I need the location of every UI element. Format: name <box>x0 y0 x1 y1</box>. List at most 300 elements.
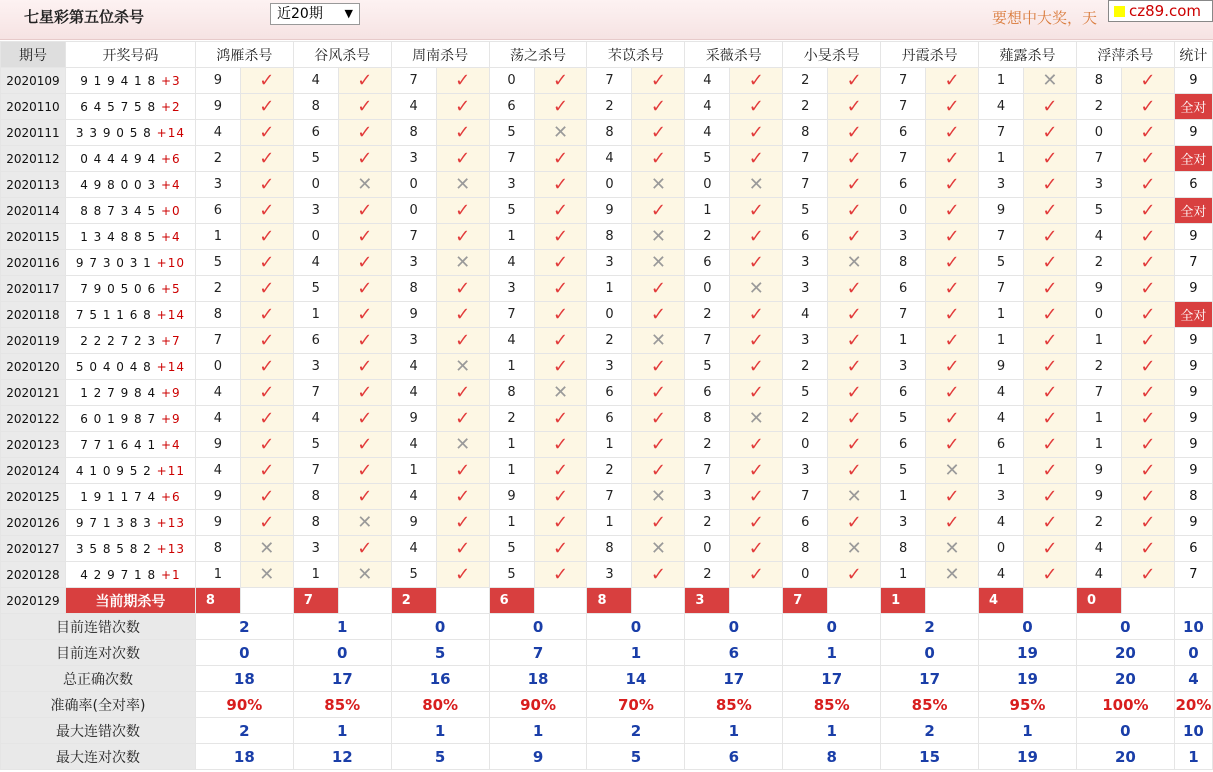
stats-row <box>1 692 1213 718</box>
cross-icon: ✕ <box>357 563 373 585</box>
stats-value: 2 <box>587 718 685 744</box>
kill-number-cell: 8 <box>587 536 632 562</box>
kill-number-cell: 3 <box>783 250 828 276</box>
kill-number-cell: 4 <box>979 510 1024 536</box>
check-icon: ✓ <box>748 329 764 351</box>
check-icon: ✓ <box>552 303 569 325</box>
cross-icon: ✕ <box>748 173 764 195</box>
column-header: 周南杀号 <box>391 42 489 68</box>
result-mark-cell <box>632 224 685 250</box>
check-icon: ✓ <box>552 433 569 455</box>
result-mark-cell <box>338 68 391 94</box>
result-mark-cell <box>436 146 489 172</box>
check-icon: ✓ <box>944 381 960 403</box>
check-icon: ✓ <box>650 511 666 533</box>
result-mark-cell <box>240 406 293 432</box>
kill-number-cell: 3 <box>881 224 926 250</box>
winning-digits: 9 7 1 3 8 3 <box>75 515 152 530</box>
cross-icon: ✕ <box>552 121 569 143</box>
kill-number-cell: 7 <box>293 458 338 484</box>
kill-number-cell: 2 <box>587 458 632 484</box>
stats-value: 5 <box>391 640 489 666</box>
check-icon: ✓ <box>944 433 960 455</box>
result-mark-cell <box>632 172 685 198</box>
check-icon: ✓ <box>944 69 960 91</box>
chevron-down-icon[interactable]: ▼ <box>344 7 353 20</box>
stats-row <box>1 614 1213 640</box>
kill-number-cell: 7 <box>489 146 534 172</box>
check-icon: ✓ <box>552 173 569 195</box>
winning-number-cell <box>65 302 195 328</box>
result-mark-cell <box>436 484 489 510</box>
winning-digits: 1 9 1 1 7 4 <box>80 489 157 504</box>
stats-value: 2 <box>881 718 979 744</box>
issue-cell: 2020121 <box>1 380 66 406</box>
kill-number-cell: 4 <box>979 562 1024 588</box>
issue-cell: 2020116 <box>1 250 66 276</box>
winning-number-cell <box>65 328 195 354</box>
winning-sum: +9 <box>160 411 181 426</box>
result-mark-cell <box>730 250 783 276</box>
result-mark-cell <box>926 172 979 198</box>
kill-number-cell: 2 <box>1076 94 1121 120</box>
winning-number-cell <box>65 380 195 406</box>
table-row <box>1 536 1213 562</box>
cross-icon: ✕ <box>650 485 666 507</box>
current-kill-label: 当前期杀号 <box>65 588 195 614</box>
current-kill-number: 7 <box>783 588 828 614</box>
check-icon: ✓ <box>650 563 666 585</box>
kill-number-cell: 3 <box>881 510 926 536</box>
winning-sum: +6 <box>160 151 181 166</box>
table-row <box>1 172 1213 198</box>
check-icon: ✓ <box>1042 329 1058 351</box>
result-mark-cell <box>632 328 685 354</box>
result-mark-cell <box>730 380 783 406</box>
kill-number-cell: 4 <box>195 458 240 484</box>
issue-cell: 2020123 <box>1 432 66 458</box>
result-mark-cell <box>926 562 979 588</box>
kill-number-cell: 1 <box>293 562 338 588</box>
kill-number-cell: 3 <box>783 328 828 354</box>
result-mark-cell <box>632 458 685 484</box>
issue-cell: 2020125 <box>1 484 66 510</box>
check-icon: ✓ <box>846 95 862 117</box>
result-mark-cell <box>828 380 881 406</box>
kill-number-cell: 6 <box>783 224 828 250</box>
table-row <box>1 94 1213 120</box>
check-icon: ✓ <box>846 147 862 169</box>
winning-sum: +11 <box>156 463 185 478</box>
kill-number-cell: 2 <box>783 68 828 94</box>
kill-number-cell: 8 <box>587 120 632 146</box>
result-mark-cell <box>1121 68 1174 94</box>
winning-digits: 1 2 7 9 8 4 <box>80 385 157 400</box>
kill-number-cell: 4 <box>1076 536 1121 562</box>
result-mark-cell <box>1121 354 1174 380</box>
kill-number-cell: 5 <box>1076 198 1121 224</box>
check-icon: ✓ <box>357 251 373 273</box>
check-icon: ✓ <box>552 251 569 273</box>
check-icon: ✓ <box>846 225 862 247</box>
check-icon: ✓ <box>944 303 960 325</box>
cross-icon: ✕ <box>259 563 275 585</box>
check-icon: ✓ <box>1140 303 1156 325</box>
kill-number-cell: 4 <box>685 68 730 94</box>
result-mark-cell <box>632 510 685 536</box>
check-icon: ✓ <box>455 537 471 559</box>
cross-icon: ✕ <box>650 329 666 351</box>
stats-row <box>1 744 1213 770</box>
result-mark-cell <box>828 276 881 302</box>
check-icon: ✓ <box>259 277 275 299</box>
result-mark-cell <box>1121 276 1174 302</box>
result-mark-cell <box>436 120 489 146</box>
table-row <box>1 224 1213 250</box>
kill-number-cell: 6 <box>685 380 730 406</box>
stats-value: 17 <box>685 666 783 692</box>
result-mark-cell <box>730 172 783 198</box>
kill-number-cell: 3 <box>195 172 240 198</box>
check-icon: ✓ <box>944 121 960 143</box>
cross-icon: ✕ <box>357 173 373 195</box>
winning-sum: +14 <box>156 125 185 140</box>
column-header: 丹霞杀号 <box>881 42 979 68</box>
result-mark-cell <box>436 354 489 380</box>
check-icon: ✓ <box>455 225 471 247</box>
stats-value: 0 <box>293 640 391 666</box>
kill-number-cell: 7 <box>979 120 1024 146</box>
kill-number-cell: 0 <box>685 536 730 562</box>
stats-row-label: 目前连对次数 <box>1 640 196 666</box>
winning-digits: 7 5 1 1 6 8 <box>75 307 152 322</box>
check-icon: ✓ <box>1140 485 1156 507</box>
result-mark-cell <box>926 224 979 250</box>
issue-cell: 2020110 <box>1 94 66 120</box>
check-icon: ✓ <box>846 173 862 195</box>
check-icon: ✓ <box>650 121 666 143</box>
result-mark-cell <box>1024 510 1077 536</box>
result-mark-cell <box>338 406 391 432</box>
result-mark-cell <box>828 510 881 536</box>
kill-number-cell: 0 <box>783 562 828 588</box>
stats-value: 12 <box>293 744 391 770</box>
kill-number-cell: 7 <box>391 68 436 94</box>
result-mark-cell <box>338 94 391 120</box>
cross-icon: ✕ <box>455 355 471 377</box>
result-mark-cell <box>436 172 489 198</box>
check-icon: ✓ <box>1140 277 1156 299</box>
check-icon: ✓ <box>846 69 862 91</box>
kill-number-cell: 2 <box>685 224 730 250</box>
check-icon: ✓ <box>846 303 862 325</box>
check-icon: ✓ <box>1042 95 1058 117</box>
check-icon: ✓ <box>259 407 275 429</box>
stat-cell: 9 <box>1174 510 1212 536</box>
result-mark-cell <box>730 406 783 432</box>
kill-number-cell: 2 <box>1076 354 1121 380</box>
stats-value: 1 <box>783 718 881 744</box>
check-icon: ✓ <box>748 303 764 325</box>
result-mark-cell <box>1024 432 1077 458</box>
stats-value: 20 <box>1076 640 1174 666</box>
result-mark-cell <box>534 406 587 432</box>
kill-number-cell: 1 <box>195 562 240 588</box>
check-icon: ✓ <box>748 95 764 117</box>
site-logo[interactable] <box>1108 0 1213 22</box>
result-mark-cell <box>828 536 881 562</box>
result-mark-cell <box>926 432 979 458</box>
result-mark-cell <box>730 562 783 588</box>
issue-cell: 2020119 <box>1 328 66 354</box>
stats-row <box>1 640 1213 666</box>
result-mark-cell <box>926 354 979 380</box>
kill-number-cell: 9 <box>1076 458 1121 484</box>
kill-number-cell: 4 <box>979 406 1024 432</box>
result-mark-cell <box>730 510 783 536</box>
stats-value: 16 <box>391 666 489 692</box>
kill-number-cell: 8 <box>881 250 926 276</box>
result-mark-cell <box>534 510 587 536</box>
result-mark-cell <box>1024 458 1077 484</box>
kill-number-cell: 5 <box>489 120 534 146</box>
kill-number-cell: 2 <box>1076 250 1121 276</box>
result-mark-cell <box>926 68 979 94</box>
result-mark-cell <box>1121 198 1174 224</box>
cross-icon: ✕ <box>455 173 471 195</box>
winning-number-cell <box>65 120 195 146</box>
table-row <box>1 510 1213 536</box>
kill-number-cell: 4 <box>783 302 828 328</box>
result-mark-cell <box>534 562 587 588</box>
check-icon: ✓ <box>944 407 960 429</box>
check-icon: ✓ <box>1140 121 1156 143</box>
stat-cell: 6 <box>1174 536 1212 562</box>
check-icon: ✓ <box>1042 225 1058 247</box>
winning-sum: +6 <box>160 489 181 504</box>
result-mark-cell <box>534 432 587 458</box>
result-mark-cell <box>926 380 979 406</box>
result-mark-cell <box>338 120 391 146</box>
issue-cell: 2020117 <box>1 276 66 302</box>
kill-number-cell: 8 <box>489 380 534 406</box>
stats-value: 8 <box>783 744 881 770</box>
result-mark-cell <box>1024 172 1077 198</box>
kill-number-cell: 8 <box>881 536 926 562</box>
kill-number-cell: 8 <box>293 94 338 120</box>
result-mark-cell <box>828 432 881 458</box>
kill-number-cell: 0 <box>293 172 338 198</box>
winning-sum: +10 <box>156 255 185 270</box>
cross-icon: ✕ <box>1042 69 1058 91</box>
result-mark-cell <box>926 484 979 510</box>
check-icon: ✓ <box>1042 485 1058 507</box>
stats-value: 10 <box>1174 718 1212 744</box>
check-icon: ✓ <box>552 225 569 247</box>
result-mark-cell <box>730 432 783 458</box>
winning-sum: +4 <box>160 177 181 192</box>
cross-icon: ✕ <box>650 173 666 195</box>
stats-row-label: 总正确次数 <box>1 666 196 692</box>
table-row <box>1 146 1213 172</box>
column-header: 统计 <box>1174 42 1212 68</box>
check-icon: ✓ <box>748 433 764 455</box>
stat-cell: 9 <box>1174 458 1212 484</box>
result-mark-cell <box>240 562 293 588</box>
check-icon: ✓ <box>259 147 275 169</box>
winning-number-cell <box>65 354 195 380</box>
kill-number-cell: 5 <box>489 536 534 562</box>
kill-number-cell: 9 <box>1076 484 1121 510</box>
cross-icon: ✕ <box>455 433 471 455</box>
kill-number-cell: 4 <box>489 328 534 354</box>
check-icon: ✓ <box>650 303 666 325</box>
table-row <box>1 354 1213 380</box>
kill-number-cell: 6 <box>489 94 534 120</box>
current-kill-number: 0 <box>1076 588 1121 614</box>
kill-number-cell: 8 <box>587 224 632 250</box>
result-mark-cell <box>828 328 881 354</box>
winning-sum: +13 <box>156 541 185 556</box>
winning-digits: 2 2 2 7 2 3 <box>80 333 157 348</box>
kill-number-cell: 5 <box>783 380 828 406</box>
column-header: 鸿雁杀号 <box>195 42 293 68</box>
check-icon: ✓ <box>944 329 960 351</box>
stats-value: 4 <box>1174 666 1212 692</box>
kill-number-cell: 3 <box>1076 172 1121 198</box>
kill-number-cell: 8 <box>195 302 240 328</box>
stats-value: 1 <box>685 718 783 744</box>
kill-number-cell: 0 <box>685 276 730 302</box>
check-icon: ✓ <box>455 303 471 325</box>
column-header: 浮萍杀号 <box>1076 42 1174 68</box>
current-kill-blank <box>534 588 587 614</box>
result-mark-cell <box>240 68 293 94</box>
issue-cell: 2020122 <box>1 406 66 432</box>
check-icon: ✓ <box>1042 459 1058 481</box>
logo-text: cz89.com <box>1129 2 1202 20</box>
result-mark-cell <box>1121 120 1174 146</box>
check-icon: ✓ <box>259 225 275 247</box>
table-row <box>1 276 1213 302</box>
period-select[interactable] <box>270 3 360 25</box>
cross-icon: ✕ <box>944 537 960 559</box>
stats-value: 80% <box>391 692 489 718</box>
result-mark-cell <box>534 68 587 94</box>
result-mark-cell <box>1121 562 1174 588</box>
result-mark-cell <box>436 432 489 458</box>
kill-number-cell: 0 <box>685 172 730 198</box>
kill-number-cell: 1 <box>1076 406 1121 432</box>
kill-number-cell: 3 <box>587 354 632 380</box>
check-icon: ✓ <box>748 251 764 273</box>
check-icon: ✓ <box>259 251 275 273</box>
check-icon: ✓ <box>259 69 275 91</box>
issue-cell: 2020113 <box>1 172 66 198</box>
winning-digits: 6 0 1 9 8 7 <box>80 411 157 426</box>
kill-number-cell: 9 <box>195 484 240 510</box>
kill-number-cell: 9 <box>979 198 1024 224</box>
check-icon: ✓ <box>1140 95 1156 117</box>
kill-number-cell: 7 <box>1076 146 1121 172</box>
result-mark-cell <box>828 120 881 146</box>
winning-digits: 3 3 9 0 5 8 <box>75 125 152 140</box>
stats-value: 14 <box>587 666 685 692</box>
kill-number-cell: 7 <box>587 68 632 94</box>
cross-icon: ✕ <box>552 381 569 403</box>
check-icon: ✓ <box>1042 381 1058 403</box>
check-icon: ✓ <box>1140 459 1156 481</box>
result-mark-cell <box>828 458 881 484</box>
winning-sum: +4 <box>160 229 181 244</box>
kill-number-cell: 6 <box>293 328 338 354</box>
result-mark-cell <box>1121 146 1174 172</box>
check-icon: ✓ <box>259 95 275 117</box>
check-icon: ✓ <box>1042 511 1058 533</box>
kill-number-cell: 9 <box>391 406 436 432</box>
current-kill-blank <box>632 588 685 614</box>
check-icon: ✓ <box>846 407 862 429</box>
cross-icon: ✕ <box>650 225 666 247</box>
kill-number-cell: 4 <box>979 94 1024 120</box>
kill-number-cell: 6 <box>293 120 338 146</box>
kill-number-cell: 3 <box>489 172 534 198</box>
kill-number-cell: 4 <box>587 146 632 172</box>
kill-number-cell: 7 <box>587 484 632 510</box>
check-icon: ✓ <box>552 147 569 169</box>
table-header-row <box>1 42 1213 68</box>
result-mark-cell <box>436 224 489 250</box>
check-icon: ✓ <box>259 355 275 377</box>
result-mark-cell <box>240 224 293 250</box>
kill-number-cell: 6 <box>587 380 632 406</box>
check-icon: ✓ <box>944 147 960 169</box>
stat-cell: 全对 <box>1174 302 1212 328</box>
result-mark-cell <box>534 354 587 380</box>
kill-number-cell: 1 <box>489 432 534 458</box>
result-mark-cell <box>436 302 489 328</box>
kill-number-cell: 4 <box>391 354 436 380</box>
kill-number-cell: 9 <box>195 510 240 536</box>
check-icon: ✓ <box>1140 407 1156 429</box>
result-mark-cell <box>828 94 881 120</box>
kill-number-cell: 4 <box>391 380 436 406</box>
kill-number-cell: 0 <box>1076 120 1121 146</box>
check-icon: ✓ <box>357 69 373 91</box>
winning-sum: +14 <box>156 307 185 322</box>
result-mark-cell <box>436 536 489 562</box>
kill-number-cell: 7 <box>881 302 926 328</box>
result-mark-cell <box>1024 250 1077 276</box>
column-header: 采薇杀号 <box>685 42 783 68</box>
stats-value: 0 <box>489 614 587 640</box>
check-icon: ✓ <box>846 355 862 377</box>
kill-number-cell: 2 <box>685 562 730 588</box>
result-mark-cell <box>828 198 881 224</box>
result-mark-cell <box>338 458 391 484</box>
kill-number-cell: 8 <box>293 484 338 510</box>
check-icon: ✓ <box>357 277 373 299</box>
result-mark-cell <box>926 328 979 354</box>
check-icon: ✓ <box>552 95 569 117</box>
result-mark-cell <box>828 562 881 588</box>
result-mark-cell <box>632 380 685 406</box>
check-icon: ✓ <box>1140 537 1156 559</box>
check-icon: ✓ <box>650 433 666 455</box>
table-row <box>1 198 1213 224</box>
winning-number-cell <box>65 406 195 432</box>
result-mark-cell <box>632 354 685 380</box>
